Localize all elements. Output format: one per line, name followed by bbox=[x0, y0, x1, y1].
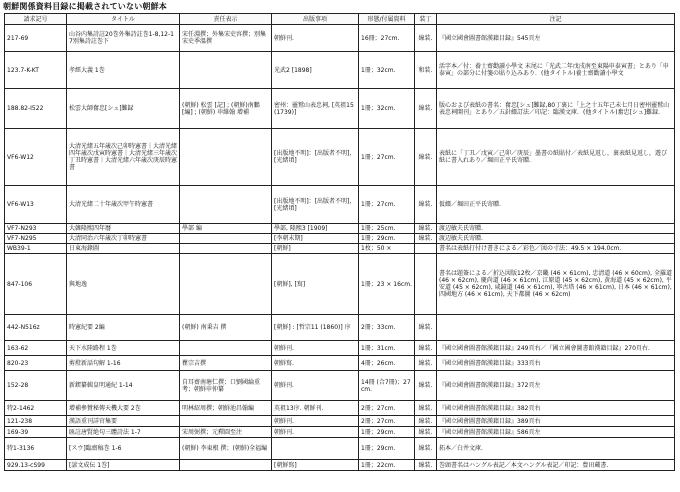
notes-cell: 仮綴／堀田正平氏寄贈. bbox=[437, 186, 675, 224]
binding-cell: 線装. bbox=[415, 25, 437, 52]
physical-description-cell: 1冊；29cm. bbox=[359, 427, 415, 438]
call-number-cell: VF6-W13 bbox=[5, 186, 67, 224]
physical-description-cell: 1冊；25cm. bbox=[359, 224, 415, 234]
responsibility-cell bbox=[180, 244, 272, 254]
header-title: タイトル bbox=[67, 14, 180, 25]
notes-cell: 巻頭書名はハングル表記／本文ハングル表記／印記：豊田蔵書. bbox=[437, 460, 675, 471]
responsibility-cell bbox=[180, 416, 272, 427]
notes-cell: 『國立國會圖書館漢籍目録』586頁左 bbox=[437, 427, 675, 438]
header-physical-description: 形態/付属資料 bbox=[359, 14, 415, 25]
binding-cell: 線装. bbox=[415, 460, 437, 471]
table-row bbox=[5, 129, 675, 186]
header-notes: 注記 bbox=[437, 14, 675, 25]
notes-cell: 表紙に「丁丑／戊寅／己卯／庚辰」墨書の紙貼付／表紙見返し，裏表紙見返し，遊び紙に書入れあり／堀田正平氏寄贈. bbox=[437, 129, 675, 186]
responsibility-cell bbox=[180, 234, 272, 244]
table-row bbox=[5, 186, 675, 224]
title-cell: 天下水陸路程 1巻 bbox=[67, 341, 180, 356]
table-row bbox=[5, 371, 675, 401]
responsibility-cell: 明林紹周撰；朝鮮池昌翰編 bbox=[180, 401, 272, 416]
call-number-cell: VF6-W12 bbox=[5, 129, 67, 186]
physical-description-cell: 1冊；27cm. bbox=[359, 186, 415, 224]
title-cell: 孝經大義 1巻 bbox=[67, 52, 180, 89]
responsibility-cell: 瞿宗吉撰 bbox=[180, 356, 272, 371]
publication-cell: 朝鮮寫. bbox=[272, 356, 359, 371]
notes-cell: 渡辺敏夫氏寄贈. bbox=[437, 234, 675, 244]
publication-cell: 朝鮮刊. bbox=[272, 341, 359, 356]
responsibility-cell: 宋任淵撰；外集宋史容撰；別集宋史季溫撰 bbox=[180, 25, 272, 52]
publication-cell: 朝鮮刊. bbox=[272, 25, 359, 52]
table-row bbox=[5, 356, 675, 371]
title-cell: 剪燈新話句解 1-16 bbox=[67, 356, 180, 371]
table-row bbox=[5, 25, 675, 52]
notes-cell: 書名は表紙打付け書きによる／彩色／図の寸法：49.5 × 194.0cm. bbox=[437, 244, 675, 254]
header-responsibility: 責任表示 bbox=[180, 14, 272, 25]
publication-cell: 英祖13序. 朝鮮刊. bbox=[272, 401, 359, 416]
publication-cell: [朝鮮] : [哲宗11 (1860)] 序 bbox=[272, 315, 359, 341]
physical-description-cell: 1冊；32cm. bbox=[359, 52, 415, 89]
publication-cell: 朝鮮刊. bbox=[272, 416, 359, 427]
title-cell: 時憲紀要 2編 bbox=[67, 315, 180, 341]
physical-description-cell: 1枚；50 × bbox=[359, 244, 415, 254]
table-row bbox=[5, 427, 675, 438]
physical-description-cell: 1冊；31cm. bbox=[359, 341, 415, 356]
title-cell: 大清光緒五年歳次己卯時憲書｜大清光緒四年歳次戊寅時憲書｜大清光緒三年歳次丁丑時憲書｜大清光緒六年歳次庚辰時憲書 bbox=[67, 129, 180, 186]
call-number-cell: 929.13-cS99 bbox=[5, 460, 67, 471]
notes-cell: 『國立國會圖書館漢籍目録』333頁右 bbox=[437, 356, 675, 371]
title-cell: 大清同治六年歳次丁卯時憲書 bbox=[67, 234, 180, 244]
physical-description-cell: 14冊 (合7冊)；27cm. bbox=[359, 371, 415, 401]
title-cell: 山谷内集詩註20巻外集詩註巻1-8,12-17別集詩註巻下 bbox=[67, 25, 180, 52]
call-number-cell: 820-23 bbox=[5, 356, 67, 371]
binding-cell: 線装. bbox=[415, 416, 437, 427]
responsibility-cell bbox=[180, 186, 272, 224]
notes-cell: 活字本／付：養士齋勸讀小學文 末尾に「光武二年戊戌南至東陽申泰寅書」とあり「申泰寅」の部分に付箋の貼り込みあり．(他タイトル)養士齋勸讀小學文 bbox=[437, 52, 675, 89]
title-cell: 增補參贊秘傳天機大要 2巻 bbox=[67, 401, 180, 416]
binding-cell: 線装. bbox=[415, 234, 437, 244]
binding-cell: 線装. bbox=[415, 315, 437, 341]
publication-cell: [出版地不明]：[出版者不明], [光緒頃] bbox=[272, 129, 359, 186]
responsibility-cell: (朝鮮) 李東根 撰；(朝鮮)全福編 bbox=[180, 438, 272, 460]
publication-cell: 光武2 [1898] bbox=[272, 52, 359, 89]
responsibility-cell: 學部 編 bbox=[180, 224, 272, 234]
physical-description-cell: 1冊；29cm. bbox=[359, 438, 415, 460]
table-row bbox=[5, 341, 675, 356]
physical-description-cell: 4冊；26cm. bbox=[359, 356, 415, 371]
table-row bbox=[5, 244, 675, 254]
publication-cell: 學部, 隆熙3 [1909] bbox=[272, 224, 359, 234]
table-row bbox=[5, 315, 675, 341]
publication-cell: [朝鮮] bbox=[272, 244, 359, 254]
call-number-cell: 特2-1462 bbox=[5, 401, 67, 416]
table-row bbox=[5, 89, 675, 129]
physical-description-cell: 2冊；27cm. bbox=[359, 401, 415, 416]
publication-cell: [朝鮮寫] bbox=[272, 460, 359, 471]
call-number-cell: 188.82-I522 bbox=[5, 89, 67, 129]
call-number-cell: 123.7-K-KT bbox=[5, 52, 67, 89]
notes-cell: 『國立國會圖書館漢籍目録』545頁左 bbox=[437, 25, 675, 52]
table-header-row bbox=[5, 14, 675, 25]
title-cell: 松雲大師奮忠[シュ]難録 bbox=[67, 89, 180, 129]
responsibility-cell: 自耳齋南塘仁撰；口劉國綸重考；朝鮮申仲纂 bbox=[180, 371, 272, 401]
header-binding: 装丁 bbox=[415, 14, 437, 25]
physical-description-cell: 1冊；29cm. bbox=[359, 234, 415, 244]
responsibility-cell: (朝鮮) 松雲 [記] ; (朝鮮)南鵬 [編] ; (朝鮮) 申維翰 增補 bbox=[180, 89, 272, 129]
title-cell: [諺文成伝 1巻] bbox=[67, 460, 180, 471]
binding-cell bbox=[415, 244, 437, 254]
table-row bbox=[5, 224, 675, 234]
call-number-cell: 217-69 bbox=[5, 25, 67, 52]
notes-cell: 渡辺敏夫氏寄贈. bbox=[437, 224, 675, 234]
publication-cell bbox=[272, 438, 359, 460]
call-number-cell: VF7-N293 bbox=[5, 224, 67, 234]
binding-cell: 線装. bbox=[415, 371, 437, 401]
publication-cell: 朝鮮刊. bbox=[272, 371, 359, 401]
physical-description-cell: 1冊；23 × 16cm. bbox=[359, 254, 415, 315]
binding-cell: 線装. bbox=[415, 356, 437, 371]
title-cell: 大清光緒二十年歳次甲午時憲書 bbox=[67, 186, 180, 224]
binding-cell: 線装. bbox=[415, 224, 437, 234]
notes-cell: 『國立國會圖書館漢籍目録』249頁右／『國立國會圖書館漢籍目録』270頁右. bbox=[437, 341, 675, 356]
publication-cell: 密州：靈鷲山表忠祠, [英祖15 (1739)] bbox=[272, 89, 359, 129]
publication-cell: 朝鮮刊. bbox=[272, 427, 359, 438]
binding-cell: 線装. bbox=[415, 129, 437, 186]
responsibility-cell: (朝鮮) 南秉吉 撰 bbox=[180, 315, 272, 341]
publication-cell: [李朝末期] bbox=[272, 234, 359, 244]
title-cell: 匯註唐賢絶句三體詩法 1-7 bbox=[67, 427, 180, 438]
call-number-cell: 152-28 bbox=[5, 371, 67, 401]
table-row bbox=[5, 52, 675, 89]
call-number-cell: 169-39 bbox=[5, 427, 67, 438]
call-number-cell: VF7-N295 bbox=[5, 234, 67, 244]
physical-description-cell: 2冊；27cm. bbox=[359, 416, 415, 427]
binding-cell bbox=[415, 254, 437, 315]
table-row bbox=[5, 401, 675, 416]
notes-cell: 『國立國會圖書館漢籍目録』389頁右 bbox=[437, 416, 675, 427]
responsibility-cell bbox=[180, 52, 272, 89]
call-number-cell: 163-62 bbox=[5, 341, 67, 356]
physical-description-cell: 2冊；33cm. bbox=[359, 315, 415, 341]
call-number-cell: 特1-3136 bbox=[5, 438, 67, 460]
binding-cell: 線装. bbox=[415, 438, 437, 460]
physical-description-cell: 1冊；32cm. bbox=[359, 89, 415, 129]
binding-cell: 線装. bbox=[415, 401, 437, 416]
call-number-cell: 847-106 bbox=[5, 254, 67, 315]
header-call-number: 請求記号 bbox=[5, 14, 67, 25]
table-row bbox=[5, 460, 675, 471]
call-number-cell: 121-238 bbox=[5, 416, 67, 427]
title-cell: 新鍥纂輯皇明通紀 1-14 bbox=[67, 371, 180, 401]
catalog-table bbox=[4, 13, 675, 471]
publication-cell: [朝鮮], [寫] bbox=[272, 254, 359, 315]
notes-cell: 『國立國會圖書館漢籍目録』372頁左 bbox=[437, 371, 675, 401]
responsibility-cell bbox=[180, 460, 272, 471]
responsibility-cell bbox=[180, 254, 272, 315]
table-row bbox=[5, 234, 675, 244]
physical-description-cell: 1冊；22cm. bbox=[359, 460, 415, 471]
table-row bbox=[5, 254, 675, 315]
document-title: 朝鮮関係資料目録に掲載されていない朝鮮本 bbox=[3, 2, 167, 11]
binding-cell: 線装. bbox=[415, 89, 437, 129]
responsibility-cell bbox=[180, 129, 272, 186]
binding-cell: 線装. bbox=[415, 341, 437, 356]
call-number-cell: 442-N516z bbox=[5, 315, 67, 341]
notes-cell: 『國立國會圖書館漢籍目録』382頁右 bbox=[437, 401, 675, 416]
responsibility-cell bbox=[180, 341, 272, 356]
publication-cell: [出版地不明]：[出版者不明], [光緒頃] bbox=[272, 186, 359, 224]
title-cell: 漢語重刊詳官集要 bbox=[67, 416, 180, 427]
responsibility-cell: 宋周弼撰；元釋圓至注 bbox=[180, 427, 272, 438]
binding-cell: 線装. bbox=[415, 186, 437, 224]
table-row bbox=[5, 438, 675, 460]
notes-cell: 版心および表紙の書名：奮忠[シュ]難録,80丁裏に「上之十五年己未七月日密州靈鷲山表忠祠開刊」とあり／五針綴訂法／印記：臨漢文庫．(他タイトル)奮忠[シュ]難録． bbox=[437, 89, 675, 129]
physical-description-cell: 16冊；27cm. bbox=[359, 25, 415, 52]
title-cell: 大韓隆熙四年暦 bbox=[67, 224, 180, 234]
title-cell: 日東海錄圖 bbox=[67, 244, 180, 254]
notes-cell: 拓本／白井文庫. bbox=[437, 438, 675, 460]
notes-cell: 書名は題簽による／折込図版12枚／京畿 (46 × 61cm), 忠清道 (46 × 60cm), 全羅道 (46 × 62cm), 慶尚道 (46 × 61cm), 江原道 (45 × 62cm), 黄海道 (45 × 62cm), 平安道 (45 × 62cm), 咸鏡道 (46 × 61cm), 寧古塔 (46 × 61cm), 日本 (46 × 61cm), 四國地方 (46 × 61cm), 天下都圖 (46 × 62cm) bbox=[437, 254, 675, 315]
physical-description-cell: 1冊；27cm. bbox=[359, 129, 415, 186]
header-publication: 出版事項 bbox=[272, 14, 359, 25]
notes-cell bbox=[437, 315, 675, 341]
table-row bbox=[5, 416, 675, 427]
title-cell: [スウ]臨齋稿巻 1-6 bbox=[67, 438, 180, 460]
call-number-cell: WB39-1 bbox=[5, 244, 67, 254]
binding-cell: 線装. bbox=[415, 427, 437, 438]
binding-cell: 和装. bbox=[415, 52, 437, 89]
title-cell: 與地逸 bbox=[67, 254, 180, 315]
